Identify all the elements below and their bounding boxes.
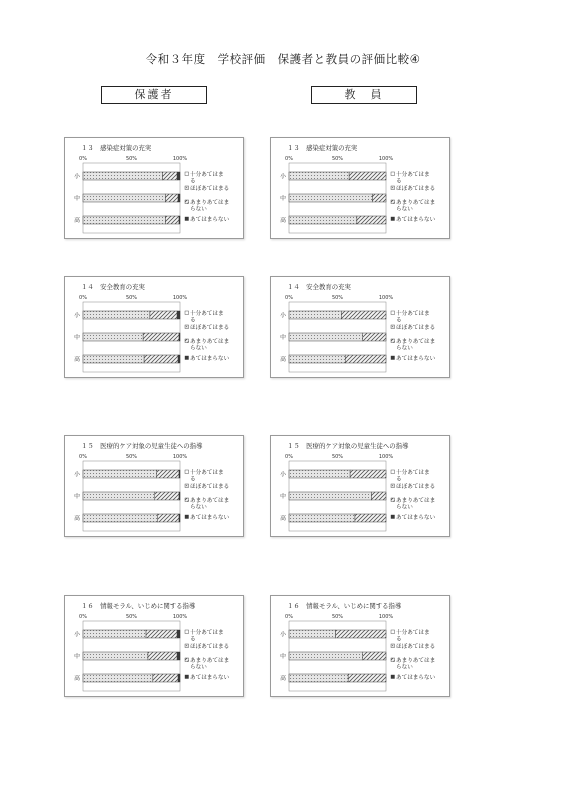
chart-svg: [65, 138, 243, 238]
teacher-column-header: 教 員: [311, 86, 417, 104]
bar-segment: [289, 630, 336, 638]
x-tick-label: 100%: [172, 614, 188, 620]
bar-segment: [363, 333, 386, 341]
legend-swatch: [391, 217, 395, 221]
x-tick-label: 100%: [378, 454, 394, 460]
category-label: 高: [74, 676, 80, 682]
x-tick-label: 50%: [331, 156, 344, 162]
bar-segment: [83, 216, 165, 224]
bar-segment: [179, 470, 180, 478]
legend-label: あまりあてはまらない: [190, 498, 230, 511]
x-tick-label: 0%: [79, 454, 87, 460]
bar-segment: [350, 470, 386, 478]
category-label: 小: [74, 472, 80, 478]
bar-segment: [178, 674, 180, 682]
legend-label: 十分あてはまる: [396, 172, 430, 185]
legend-swatch: [185, 356, 189, 360]
legend-label: あてはまらない: [396, 515, 436, 521]
legend-label: ほぼあてはまる: [190, 484, 230, 490]
bar-segment: [345, 355, 386, 363]
legend-swatch: [391, 325, 395, 329]
legend-swatch: [185, 217, 189, 221]
bar-segment: [143, 333, 179, 341]
legend-swatch: [391, 186, 395, 190]
bar-segment: [153, 674, 178, 682]
x-tick-label: 50%: [125, 156, 138, 162]
bar-segment: [83, 492, 155, 500]
bar-segment: [372, 194, 386, 202]
legend-label: あてはまらない: [396, 356, 436, 362]
legend-swatch: [391, 470, 395, 474]
x-tick-label: 0%: [79, 295, 87, 301]
bar-segment: [355, 514, 386, 522]
guardian-column-header: 保護者: [101, 86, 207, 104]
chart-13-teacher: [270, 137, 450, 239]
bar-segment: [178, 194, 180, 202]
chart-15-teacher: [270, 435, 450, 537]
bar-segment: [83, 194, 165, 202]
category-label: 中: [74, 654, 80, 660]
chart-title: １３ 感染症対策の充実: [287, 144, 358, 152]
legend-swatch: [391, 172, 395, 176]
chart-title: １５ 医療的ケア対象の児童生徒への指導: [81, 442, 203, 450]
bar-segment: [83, 172, 163, 180]
chart-title: １４ 安全教育の充実: [287, 283, 351, 291]
category-label: 小: [74, 632, 80, 638]
x-tick-label: 0%: [285, 156, 293, 162]
x-tick-label: 0%: [79, 156, 87, 162]
category-label: 高: [74, 357, 80, 363]
category-label: 高: [280, 357, 286, 363]
legend-label: あてはまらない: [190, 675, 230, 681]
legend-swatch: [391, 658, 395, 662]
x-tick-label: 0%: [285, 454, 293, 460]
chart-svg: [271, 596, 449, 696]
legend-label: あてはまらない: [396, 217, 436, 223]
legend-label: ほぼあてはまる: [190, 644, 230, 650]
chart-title: １６ 情報モラル、いじめに関する指導: [81, 602, 196, 610]
legend-swatch: [185, 484, 189, 488]
x-tick-label: 0%: [285, 614, 293, 620]
legend-label: 十分あてはまる: [396, 470, 430, 483]
legend-label: あてはまらない: [190, 356, 230, 362]
bar-segment: [83, 333, 143, 341]
bar-segment: [83, 355, 144, 363]
legend-swatch: [185, 325, 189, 329]
category-label: 中: [74, 494, 80, 500]
legend-label: ほぼあてはまる: [190, 325, 230, 331]
bar-segment: [83, 311, 150, 319]
bar-segment: [83, 470, 157, 478]
chart-svg: [65, 436, 243, 536]
chart-15-guardian: [64, 435, 244, 537]
category-label: 高: [280, 218, 286, 224]
bar-segment: [155, 492, 179, 500]
category-label: 高: [280, 516, 286, 522]
legend-swatch: [185, 172, 189, 176]
legend-label: 十分あてはまる: [190, 311, 224, 324]
legend-label: あまりあてはまらない: [396, 200, 436, 213]
legend-swatch: [185, 658, 189, 662]
bar-segment: [289, 333, 363, 341]
chart-16-guardian: [64, 595, 244, 697]
bar-segment: [336, 630, 386, 638]
bar-segment: [289, 652, 363, 660]
bar-segment: [83, 630, 146, 638]
x-tick-label: 100%: [378, 614, 394, 620]
legend-swatch: [391, 484, 395, 488]
category-label: 小: [280, 632, 286, 638]
chart-svg: [271, 277, 449, 377]
bar-segment: [83, 514, 158, 522]
legend-swatch: [185, 200, 189, 204]
category-label: 小: [280, 313, 286, 319]
legend-swatch: [391, 356, 395, 360]
legend-swatch: [185, 186, 189, 190]
legend-swatch: [391, 675, 395, 679]
legend-swatch: [391, 515, 395, 519]
bar-segment: [83, 674, 153, 682]
legend-label: あてはまらない: [396, 675, 436, 681]
category-label: 高: [74, 516, 80, 522]
bar-segment: [158, 514, 179, 522]
category-label: 小: [280, 472, 286, 478]
legend-swatch: [185, 498, 189, 502]
bar-segment: [289, 470, 350, 478]
legend-swatch: [185, 311, 189, 315]
legend-swatch: [185, 644, 189, 648]
x-tick-label: 0%: [79, 614, 87, 620]
legend-label: あまりあてはまらない: [190, 200, 230, 213]
chart-svg: [271, 138, 449, 238]
legend-label: ほぼあてはまる: [396, 644, 436, 650]
bar-segment: [177, 652, 180, 660]
bar-segment: [177, 172, 180, 180]
x-tick-label: 0%: [285, 295, 293, 301]
x-tick-label: 100%: [378, 295, 394, 301]
legend-swatch: [185, 515, 189, 519]
x-tick-label: 100%: [172, 295, 188, 301]
legend-label: 十分あてはまる: [190, 172, 224, 185]
legend-swatch: [391, 630, 395, 634]
x-tick-label: 100%: [172, 156, 188, 162]
chart-13-guardian: [64, 137, 244, 239]
category-label: 中: [280, 335, 286, 341]
x-tick-label: 50%: [125, 454, 138, 460]
bar-segment: [341, 311, 386, 319]
category-label: 高: [280, 676, 286, 682]
bar-segment: [157, 470, 179, 478]
chart-title: １５ 医療的ケア対象の児童生徒への指導: [287, 442, 409, 450]
bar-segment: [289, 514, 355, 522]
bar-segment: [179, 333, 180, 341]
chart-title: １６ 情報モラル、いじめに関する指導: [287, 602, 402, 610]
chart-svg: [65, 277, 243, 377]
chart-svg: [271, 436, 449, 536]
x-tick-label: 50%: [125, 295, 138, 301]
bar-segment: [289, 216, 357, 224]
category-label: 中: [280, 494, 286, 500]
legend-swatch: [185, 675, 189, 679]
legend-label: 十分あてはまる: [396, 630, 430, 643]
legend-swatch: [185, 470, 189, 474]
category-label: 中: [280, 196, 286, 202]
legend-label: あまりあてはまらない: [190, 339, 230, 352]
bar-segment: [165, 194, 178, 202]
x-tick-label: 100%: [172, 454, 188, 460]
bar-segment: [357, 216, 386, 224]
bar-segment: [165, 216, 179, 224]
legend-label: あまりあてはまらない: [190, 658, 230, 671]
legend-label: あてはまらない: [190, 217, 230, 223]
legend-swatch: [391, 339, 395, 343]
bar-segment: [148, 652, 177, 660]
bar-segment: [179, 514, 180, 522]
page-title: 令和３年度 学校評価 保護者と教員の評価比較④: [145, 52, 421, 66]
legend-swatch: [391, 311, 395, 315]
bar-segment: [177, 630, 180, 638]
chart-title: １３ 感染症対策の充実: [81, 144, 152, 152]
x-tick-label: 100%: [378, 156, 394, 162]
bar-segment: [163, 172, 178, 180]
legend-label: あまりあてはまらない: [396, 498, 436, 511]
chart-14-guardian: [64, 276, 244, 378]
bar-segment: [177, 311, 180, 319]
category-label: 中: [280, 654, 286, 660]
legend-label: ほぼあてはまる: [396, 186, 436, 192]
legend-label: ほぼあてはまる: [396, 325, 436, 331]
bar-segment: [179, 492, 180, 500]
legend-swatch: [185, 630, 189, 634]
bar-segment: [144, 355, 178, 363]
category-label: 中: [74, 196, 80, 202]
chart-16-teacher: [270, 595, 450, 697]
bar-segment: [348, 674, 386, 682]
bar-segment: [179, 216, 180, 224]
bar-segment: [289, 311, 341, 319]
category-label: 小: [74, 174, 80, 180]
chart-14-teacher: [270, 276, 450, 378]
bar-segment: [146, 630, 177, 638]
legend-swatch: [391, 498, 395, 502]
legend-label: ほぼあてはまる: [190, 186, 230, 192]
x-tick-label: 50%: [331, 295, 344, 301]
bar-segment: [83, 652, 148, 660]
legend-label: 十分あてはまる: [190, 630, 224, 643]
bar-segment: [289, 355, 345, 363]
category-label: 中: [74, 335, 80, 341]
category-label: 小: [74, 313, 80, 319]
legend-label: あまりあてはまらない: [396, 339, 436, 352]
bar-segment: [349, 172, 386, 180]
legend-swatch: [391, 644, 395, 648]
legend-label: あまりあてはまらない: [396, 658, 436, 671]
chart-svg: [65, 596, 243, 696]
bar-segment: [289, 194, 372, 202]
bar-segment: [363, 652, 386, 660]
x-tick-label: 50%: [125, 614, 138, 620]
bar-segment: [371, 492, 386, 500]
legend-swatch: [391, 200, 395, 204]
x-tick-label: 50%: [331, 454, 344, 460]
legend-label: ほぼあてはまる: [396, 484, 436, 490]
legend-swatch: [185, 339, 189, 343]
legend-label: あてはまらない: [190, 515, 230, 521]
legend-label: 十分あてはまる: [396, 311, 430, 324]
bar-segment: [289, 172, 349, 180]
bar-segment: [289, 492, 371, 500]
chart-title: １４ 安全教育の充実: [81, 283, 145, 291]
x-tick-label: 50%: [331, 614, 344, 620]
category-label: 高: [74, 218, 80, 224]
bar-segment: [289, 674, 348, 682]
legend-label: 十分あてはまる: [190, 470, 224, 483]
bar-segment: [150, 311, 177, 319]
category-label: 小: [280, 174, 286, 180]
bar-segment: [178, 355, 180, 363]
